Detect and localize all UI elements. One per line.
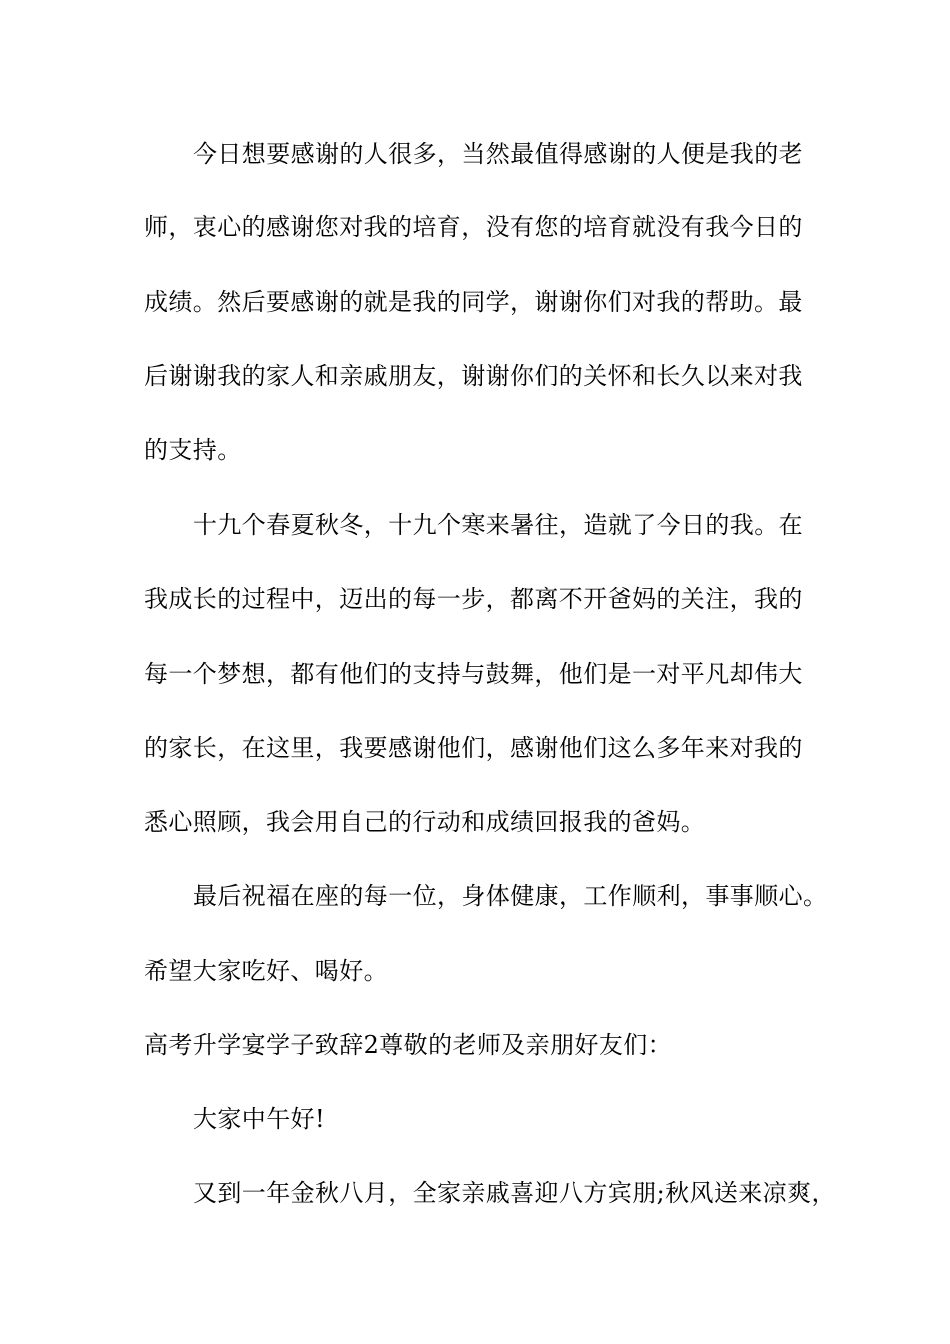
text-line: 成绩。然后要感谢的就是我的同学，谢谢你们对我的帮助。最 bbox=[144, 288, 803, 316]
text-line: 悉心照顾，我会用自己的行动和成绩回报我的爸妈。 bbox=[144, 808, 706, 836]
text-line: 每一个梦想，都有他们的支持与鼓舞，他们是一对平凡却伟大 bbox=[144, 660, 803, 688]
section-heading-line: 高考升学宴学子致辞2尊敬的老师及亲朋好友们： bbox=[144, 1031, 673, 1059]
greeting-line: 大家中午好! bbox=[193, 1105, 326, 1133]
text-line: 最后祝福在座的每一位，身体健康，工作顺利，事事顺心。 bbox=[193, 882, 828, 910]
text-line: 又到一年金秋八月，全家亲戚喜迎八方宾朋;秋风送来凉爽， bbox=[193, 1179, 836, 1207]
text-line: 的家长，在这里，我要感谢他们，感谢他们这么多年来对我的 bbox=[144, 734, 803, 762]
text-line: 我成长的过程中，迈出的每一步，都离不开爸妈的关注，我的 bbox=[144, 585, 803, 613]
text-line: 师，衷心的感谢您对我的培育，没有您的培育就没有我今日的 bbox=[144, 213, 803, 241]
text-line: 后谢谢我的家人和亲戚朋友，谢谢你们的关怀和长久以来对我 bbox=[144, 362, 803, 390]
text-line: 希望大家吃好、喝好。 bbox=[144, 957, 388, 985]
text-line: 的支持。 bbox=[144, 436, 242, 464]
text-line: 十九个春夏秋冬，十九个寒来暑往，造就了今日的我。在 bbox=[193, 511, 803, 539]
text-line: 今日想要感谢的人很多，当然最值得感谢的人便是我的老 bbox=[193, 140, 803, 168]
